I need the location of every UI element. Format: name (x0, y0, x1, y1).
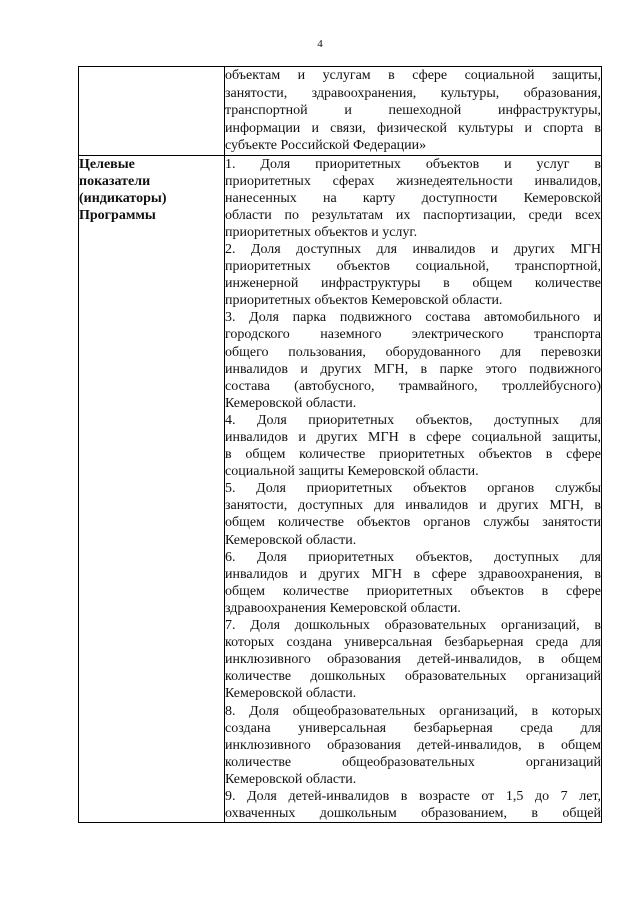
table-row-target-indicators (79, 155, 602, 823)
indicator-line: приоритетных объектов социальной, транспортной, (225, 259, 601, 275)
row2-content-cell (225, 155, 602, 823)
row1-content-cell (225, 67, 602, 156)
indicator-line: занятости, доступных для инвалидов и других МГН, в (225, 498, 601, 514)
indicator-line: инженерной инфраструктуры в общем количестве (225, 276, 601, 292)
indicator-line: 9. Доля детей-инвалидов в возрасте от 1,5 до 7 лет, (225, 788, 601, 804)
indicator-line: которых создана универсальная безбарьерная среда для (225, 635, 601, 651)
indicator-line: общем количестве объектов органов службы занятости (225, 515, 601, 531)
indicator-line: количестве дошкольных образовательных организаций (225, 669, 601, 685)
indicator-line: 5. Доля приоритетных объектов органов службы (225, 481, 601, 497)
program-passport-table (78, 66, 602, 823)
label-line: Целевые (79, 156, 135, 172)
indicator-line: Кемеровской области. (225, 395, 357, 411)
page-number: 4 (317, 38, 323, 50)
indicator-line: 1. Доля приоритетных объектов и услуг в (225, 156, 601, 172)
indicator-line: городского наземного электрического транспорта (225, 327, 601, 343)
indicator-line: общего пользования, оборудованного для перевозки (225, 344, 601, 360)
indicator-line: Кемеровской области. (225, 532, 357, 548)
label-line: показатели (79, 173, 151, 189)
indicator-line: 7. Доля дошкольных образовательных организаций, в (225, 618, 601, 634)
indicator-line: количестве общеобразовательных организаций (225, 754, 601, 770)
content-line: транспортной и пешеходной инфраструктуры, (225, 103, 601, 118)
indicator-line: охваченных дошкольным образованием, в общей (225, 806, 601, 822)
indicator-line: общем количестве приоритетных объектов в сфере (225, 583, 601, 599)
indicator-line: приоритетных объектов Кемеровской области. (225, 293, 503, 309)
indicator-line: 3. Доля парка подвижного состава автомобильного и (225, 310, 601, 326)
indicator-line: приоритетных объектов и услуг. (225, 224, 418, 240)
indicator-line: состава (автобусного, трамвайного, троллейбусного) (225, 378, 601, 394)
label-line: (индикаторы) (79, 190, 167, 206)
table-row-continuation (79, 67, 602, 156)
content-line: информации и связи, физической культуры и спорта в (225, 120, 601, 136)
indicator-line: в общем количестве приоритетных объектов в сфере (225, 447, 601, 463)
indicator-line: инвалидов и других МГН в сфере социальной защиты, (225, 430, 601, 445)
row1-label-cell (79, 67, 225, 156)
content-line: субъекте Российской Федерации» (225, 138, 427, 153)
indicator-line: области по результатам их паспортизации, среди всех (225, 207, 601, 223)
indicator-line: инвалидов и других МГН в сфере здравоохранения, в (225, 566, 601, 582)
content-line: объектам и услугам в сфере социальной защиты, (225, 68, 601, 83)
indicator-line: 8. Доля общеобразовательных организаций, в которых (225, 703, 601, 719)
label-line: Программы (79, 207, 156, 223)
indicator-line: приоритетных сферах жизнедеятельности инвалидов, (225, 173, 601, 189)
indicator-line: 4. Доля приоритетных объектов, доступных для (225, 412, 601, 428)
indicator-line: Кемеровской области. (225, 686, 357, 702)
content-line: занятости, здравоохранения, культуры, образования, (225, 85, 601, 101)
indicator-line: инклюзивного образования детей-инвалидов, в общем (225, 737, 601, 753)
indicator-line: инклюзивного образования детей-инвалидов, в общем (225, 652, 601, 668)
row2-label-cell (79, 155, 225, 823)
indicator-line: инвалидов и других МГН, в парке этого подвижного (225, 361, 601, 377)
indicator-line: нанесенных на карту доступности Кемеровской (225, 190, 601, 206)
indicator-line: создана универсальная безбарьерная среда для (225, 720, 601, 736)
indicator-line: социальной защиты Кемеровской области. (225, 464, 479, 480)
indicator-line: Кемеровской области. (225, 771, 357, 787)
indicator-line: здравоохранения Кемеровской области. (225, 600, 461, 616)
indicator-line: 6. Доля приоритетных объектов, доступных для (225, 549, 601, 565)
indicator-line: 2. Доля доступных для инвалидов и других МГН (225, 241, 601, 257)
